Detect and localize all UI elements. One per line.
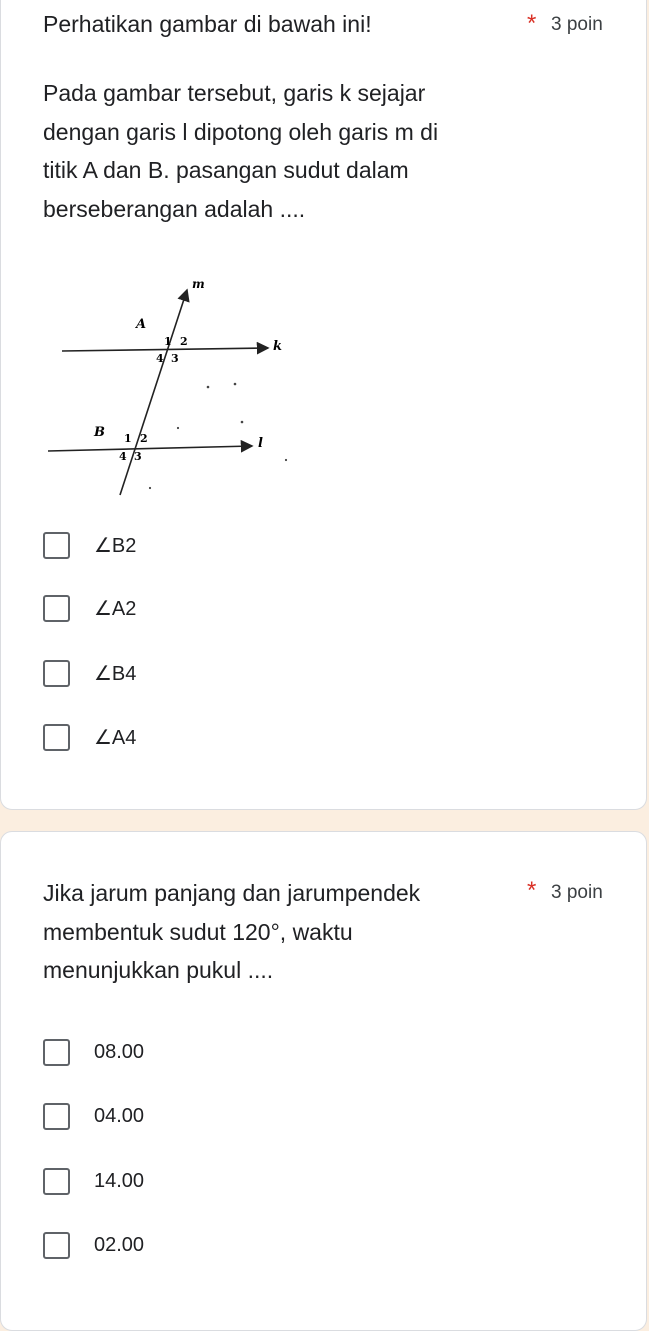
question-1-text-line: titik A dan B. pasangan sudut dalam — [43, 157, 409, 183]
dot — [177, 427, 179, 429]
question-1-text-line: dengan garis l dipotong oleh garis m di — [43, 118, 439, 145]
angle-label: 4 — [119, 450, 127, 463]
angle-label: 4 — [156, 352, 164, 365]
option-label: ∠B2 — [94, 534, 137, 557]
checkbox[interactable] — [43, 532, 70, 559]
label-m: m — [192, 277, 205, 291]
option-0200[interactable] — [43, 1229, 144, 1261]
option-label: ∠A4 — [94, 726, 137, 749]
question-1-text-line: berseberangan adalah .... — [43, 195, 306, 222]
option-label: 04.00 — [94, 1104, 145, 1127]
option-a2[interactable] — [43, 592, 136, 624]
question-1-text-line: Pada gambar tersebut, garis k sejajar — [43, 80, 426, 106]
dot — [149, 487, 151, 489]
label-A: A — [136, 317, 147, 332]
question-1-points: 3 poin — [551, 14, 603, 35]
option-a4[interactable] — [43, 721, 136, 753]
option-label: 14.00 — [94, 1169, 145, 1192]
question-1-text — [43, 74, 563, 228]
angle-label: 3 — [134, 450, 142, 463]
angle-label: 2 — [180, 335, 188, 348]
question-2-points: 3 poin — [551, 882, 603, 903]
question-2-title-line: membentuk sudut 120°, waktu — [43, 918, 353, 945]
required-asterisk: * — [527, 10, 537, 37]
question-2-title-line: menunjukkan pukul .... — [43, 957, 274, 983]
option-1400[interactable] — [43, 1165, 144, 1197]
question-1-header — [43, 9, 613, 47]
checkbox[interactable] — [43, 1039, 70, 1066]
checkbox[interactable] — [43, 724, 70, 751]
angle-label: 2 — [140, 432, 148, 445]
option-b2[interactable] — [43, 529, 136, 561]
dot — [241, 421, 244, 424]
option-label: ∠B4 — [94, 662, 137, 685]
question-1-title: Perhatikan gambar di bawah ini! — [43, 11, 372, 37]
option-label: 02.00 — [94, 1233, 145, 1256]
label-l: l — [258, 436, 263, 451]
dot — [285, 459, 287, 461]
question-2-title — [43, 874, 523, 990]
checkbox[interactable] — [43, 595, 70, 622]
option-label: ∠A2 — [94, 597, 137, 620]
label-B: B — [94, 425, 105, 440]
checkbox[interactable] — [43, 1232, 70, 1259]
line-l — [48, 446, 252, 451]
option-label: 08.00 — [94, 1040, 145, 1063]
parallel-lines-figure — [40, 270, 300, 500]
label-k: k — [273, 339, 283, 354]
line-k — [62, 348, 268, 351]
option-b4[interactable] — [43, 657, 136, 689]
question-2-title-line: Jika jarum panjang dan jarumpendek — [43, 880, 421, 906]
angle-label: 3 — [171, 352, 179, 365]
checkbox[interactable] — [43, 1103, 70, 1130]
angle-label: 1 — [164, 335, 172, 348]
dot — [234, 383, 237, 386]
checkbox[interactable] — [43, 660, 70, 687]
dot — [207, 386, 210, 389]
checkbox[interactable] — [43, 1168, 70, 1195]
option-0800[interactable] — [43, 1036, 144, 1068]
required-asterisk: * — [527, 877, 537, 904]
option-0400[interactable] — [43, 1100, 144, 1132]
line-m — [120, 290, 187, 495]
angle-label: 1 — [124, 432, 132, 445]
